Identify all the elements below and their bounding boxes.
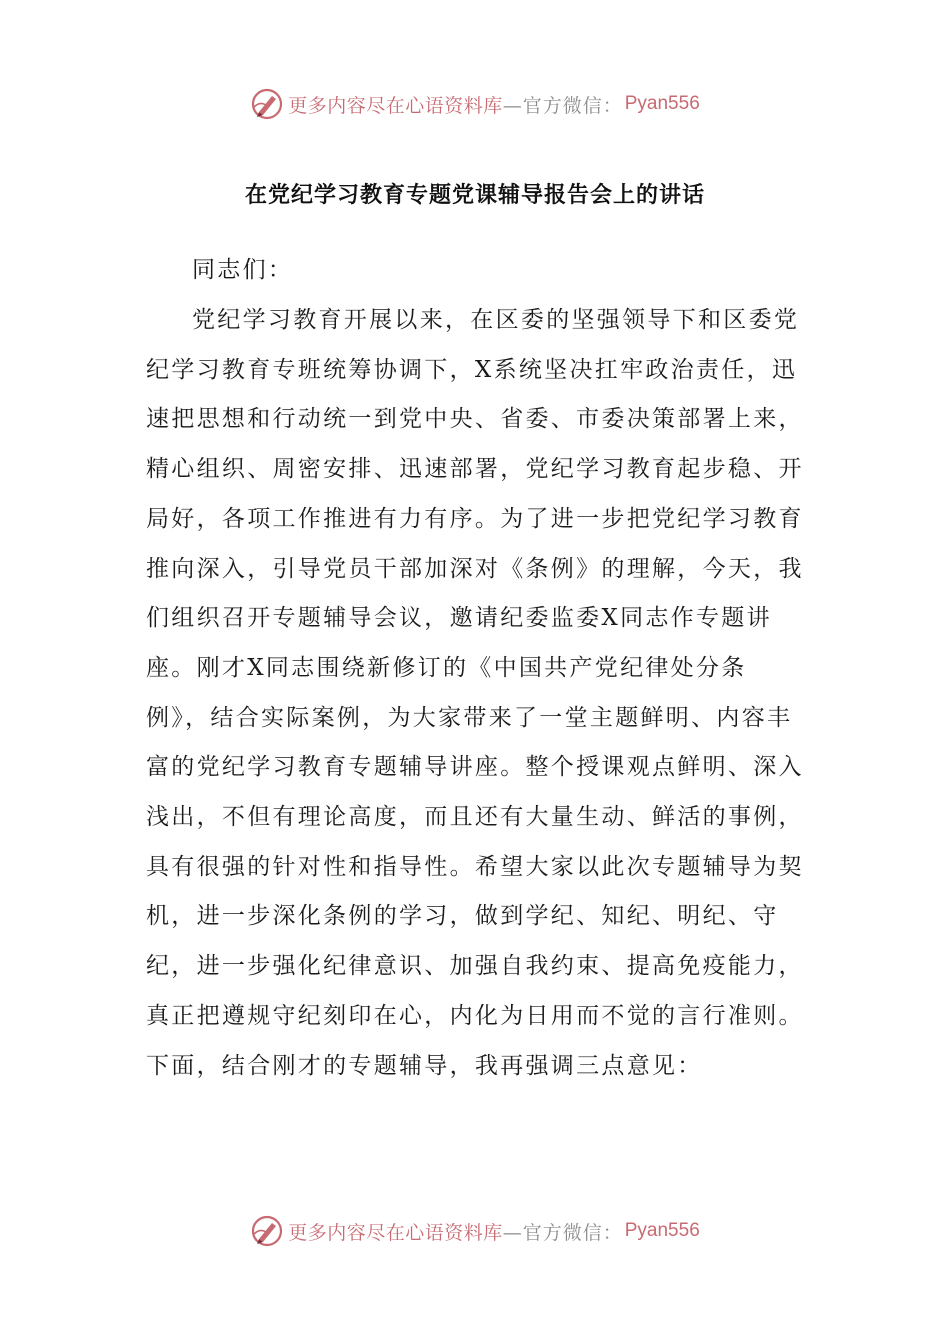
banner-subtext: —官方微信：: [502, 94, 623, 117]
banner-text: 更多内容尽在心语资料库: [288, 94, 503, 117]
header-banner: [0, 84, 950, 124]
banner-subtext: —官方微信：: [502, 1221, 623, 1244]
banner-wechat-id: Pyan556: [624, 1220, 700, 1241]
footer-banner: [0, 1211, 950, 1251]
document-title: 在党纪学习教育专题党课辅导报告会上的讲话: [244, 183, 705, 208]
banner-text: 更多内容尽在心语资料库: [288, 1221, 503, 1244]
pen-logo-icon: [250, 1214, 284, 1248]
greeting-line: [146, 246, 806, 296]
body-paragraph-block: [146, 296, 806, 1091]
body-paragraph: 党纪学习教育开展以来，在区委的坚强领导下和区委党纪学习教育专班统筹协调下，X系统坚决扛牢政治责任，迅速把思想和行动统一到党中央、省委、市委决策部署上来，精心组织、周密安排、迅速部署，党纪学习教育起步稳、开局好，各项工作推进有力有序。为了进一步把党纪学习教育推向深入，引导党员干部加深对《条例》的理解，今天，我们组织召开专题辅导会议，邀请纪委监委X同志作专题讲座。刚才X同志围绕新修订的《中国共产党纪律处分条例》，结合实际案例，为大家带来了一堂主题鲜明、内容丰富的党纪学习教育专题辅导讲座。整个授课观点鲜明、深入浅出，不但有理论高度，而且还有大量生动、鲜活的事例，具有很强的针对性和指导性。希望大家以此次专题辅导为契机，进一步深化条例的学习，做到学纪、知纪、明纪、守纪，进一步强化纪律意识、加强自我约束、提高免疫能力，真正把遵规守纪刻印在心，内化为日用而不觉的言行准则。下面，结合刚才的专题辅导，我再强调三点意见：: [146, 307, 804, 1079]
banner-wechat-id: Pyan556: [624, 93, 700, 114]
pen-logo-icon: [250, 87, 284, 121]
greeting-text: 同志们：: [192, 257, 294, 283]
